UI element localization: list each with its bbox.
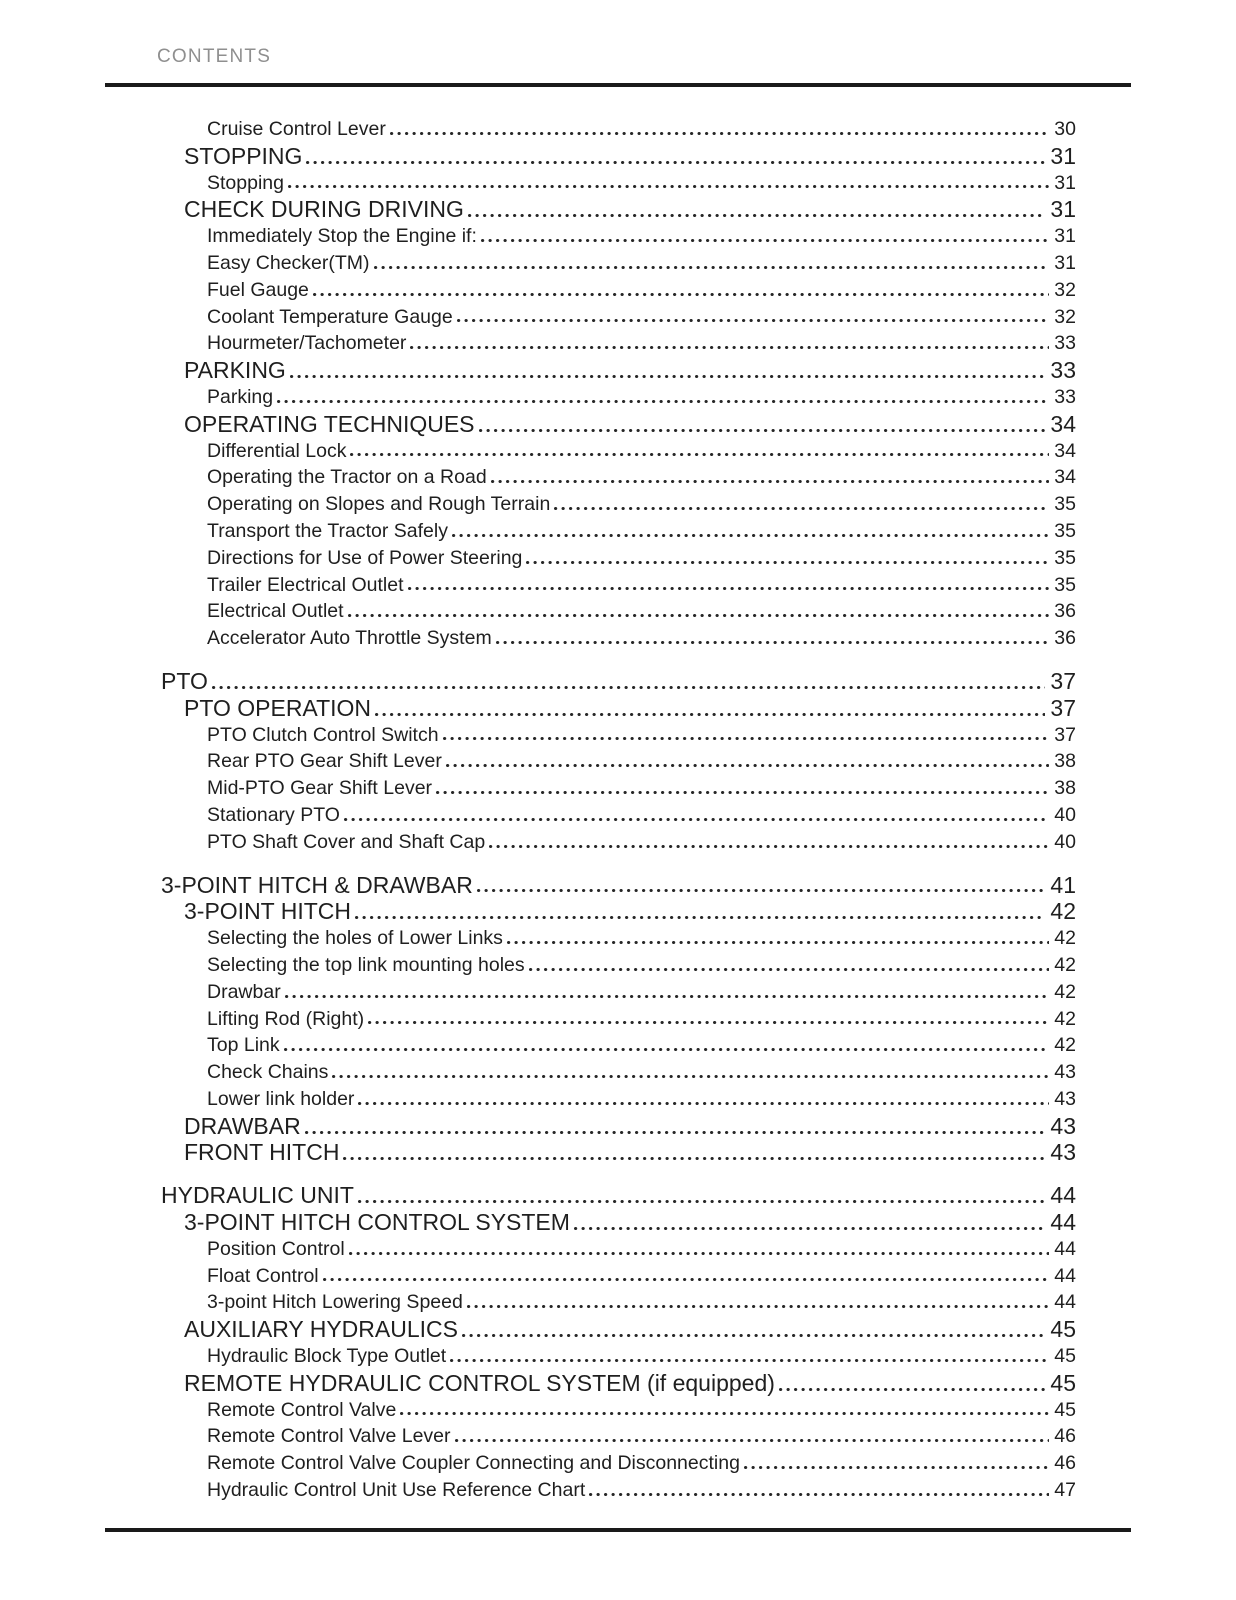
toc-entry-page: 34 — [1054, 466, 1076, 489]
toc-entry — [105, 438, 1076, 465]
header-rule — [105, 83, 1131, 87]
toc-entry-label: REMOTE HYDRAULIC CONTROL SYSTEM (if equipped) — [184, 1369, 775, 1396]
toc-entry-label: Lifting Rod (Right) — [207, 1007, 365, 1030]
toc-entry-label: Transport the Tractor Safely — [207, 519, 448, 542]
toc-entry-label: Drawbar — [207, 980, 281, 1003]
dot-leader — [313, 293, 1049, 296]
toc-entry-label: Parking — [207, 385, 274, 408]
toc-entry-page: 42 — [1054, 927, 1076, 950]
toc-entry — [105, 1477, 1076, 1504]
toc-entry — [105, 925, 1076, 952]
dot-leader — [779, 1388, 1046, 1391]
toc-entry — [105, 1289, 1076, 1316]
toc-entry-page: 34 — [1050, 410, 1076, 437]
dot-leader — [285, 995, 1050, 998]
toc-entry-page: 33 — [1054, 332, 1076, 355]
toc-entry-label: Operating on Slopes and Rough Terrain — [207, 493, 551, 516]
toc-entry-page: 44 — [1050, 1209, 1076, 1236]
dot-leader — [358, 1200, 1045, 1203]
toc-entry — [105, 1182, 1076, 1209]
dot-leader — [491, 480, 1050, 483]
toc-entry — [105, 1370, 1076, 1397]
dot-leader — [350, 453, 1049, 456]
toc-entry-label: Hydraulic Block Type Outlet — [207, 1345, 447, 1368]
toc-entry-page: 46 — [1054, 1452, 1076, 1475]
toc-entry-label: Selecting the top link mounting holes — [207, 953, 525, 976]
toc-entry — [105, 1316, 1076, 1343]
toc-entry-label: 3-POINT HITCH & DRAWBAR — [161, 871, 473, 898]
toc-entry-page: 31 — [1050, 142, 1076, 169]
toc-entry-label: PARKING — [184, 357, 286, 384]
toc-entry-page: 45 — [1050, 1369, 1076, 1396]
dot-leader — [554, 507, 1049, 510]
toc-entry-page: 33 — [1054, 385, 1076, 408]
toc-entry-page: 44 — [1054, 1237, 1076, 1260]
toc-entry-page: 35 — [1054, 573, 1076, 596]
dot-leader — [744, 1466, 1049, 1469]
dot-leader — [349, 1252, 1050, 1255]
toc-entry — [105, 518, 1076, 545]
dot-leader — [332, 1075, 1049, 1078]
toc-entry-label: PTO OPERATION — [184, 694, 372, 721]
toc-entry — [105, 1032, 1076, 1059]
dot-leader — [410, 346, 1049, 349]
toc-entry — [105, 143, 1076, 170]
toc-entry-label: FRONT HITCH — [184, 1139, 340, 1166]
toc-entry-page: 40 — [1054, 803, 1076, 826]
toc-entry — [105, 1450, 1076, 1477]
dot-leader — [343, 1157, 1045, 1160]
toc-entry-page: 43 — [1050, 1139, 1076, 1166]
toc-entry — [105, 464, 1076, 491]
toc-entry-page: 44 — [1050, 1182, 1076, 1209]
toc-entry-label: 3-POINT HITCH CONTROL SYSTEM — [184, 1209, 570, 1236]
toc-entry — [105, 979, 1076, 1006]
dot-leader — [462, 1334, 1045, 1337]
toc-entry-page: 42 — [1054, 980, 1076, 1003]
dot-leader — [323, 1278, 1050, 1281]
dot-leader — [443, 737, 1050, 740]
toc-entry — [105, 1397, 1076, 1424]
toc-entry-label: DRAWBAR — [184, 1112, 301, 1139]
dot-leader — [368, 1021, 1049, 1024]
toc-entry — [105, 695, 1076, 722]
dot-leader — [489, 845, 1049, 848]
toc-entry — [105, 170, 1076, 197]
dot-leader — [290, 375, 1046, 378]
toc-entry — [105, 545, 1076, 572]
dot-leader — [452, 534, 1049, 537]
dot-leader — [479, 429, 1046, 432]
toc-entry-label: Remote Control Valve — [207, 1398, 397, 1421]
toc-entry — [105, 304, 1076, 331]
toc-entry — [105, 491, 1076, 518]
toc-entry — [105, 748, 1076, 775]
toc-entry — [105, 116, 1076, 143]
toc-entry-page: 31 — [1054, 225, 1076, 248]
toc-entry-label: Remote Control Valve Coupler Connecting and Disconnecting — [207, 1452, 740, 1475]
toc-entry-label: CHECK DURING DRIVING — [184, 196, 464, 223]
toc-entry — [105, 384, 1076, 411]
toc-entry-page: 32 — [1054, 305, 1076, 328]
toc-entry-page: 35 — [1054, 546, 1076, 569]
toc-entry — [105, 829, 1076, 856]
toc-entry — [105, 722, 1076, 749]
toc-entry-page: 42 — [1054, 1007, 1076, 1030]
toc-entry-label: STOPPING — [184, 142, 303, 169]
toc-entry — [105, 802, 1076, 829]
toc-entry-page: 45 — [1050, 1316, 1076, 1343]
dot-leader — [450, 1359, 1049, 1362]
toc-entry-label: OPERATING TECHNIQUES — [184, 410, 475, 437]
dot-leader — [446, 764, 1049, 767]
toc-entry-label: Differential Lock — [207, 439, 347, 462]
toc-entry — [105, 1343, 1076, 1370]
toc-entry-label: Rear PTO Gear Shift Lever — [207, 750, 442, 773]
toc-entry-page: 32 — [1054, 278, 1076, 301]
toc-entry-label: Position Control — [207, 1237, 345, 1260]
toc-entry-page: 44 — [1054, 1264, 1076, 1287]
toc-entry-page: 44 — [1054, 1291, 1076, 1314]
toc-entry — [105, 1086, 1076, 1113]
toc-entry-label: 3-point Hitch Lowering Speed — [207, 1291, 463, 1314]
toc-entry-page: 35 — [1054, 519, 1076, 542]
dot-leader — [496, 641, 1050, 644]
toc-entry — [105, 775, 1076, 802]
toc-entry — [105, 411, 1076, 438]
toc-entry-page: 37 — [1054, 723, 1076, 746]
toc-entry-label: Fuel Gauge — [207, 278, 309, 301]
toc-entry-page: 31 — [1054, 251, 1076, 274]
toc-entry-page: 45 — [1054, 1345, 1076, 1368]
toc-entry — [105, 1113, 1076, 1140]
dot-leader — [455, 1439, 1050, 1442]
toc-entry-page: 43 — [1054, 1087, 1076, 1110]
toc-entry — [105, 1059, 1076, 1086]
toc-entry — [105, 898, 1076, 925]
page-header-title: CONTENTS — [157, 46, 272, 67]
toc-entry-page: 42 — [1050, 898, 1076, 925]
toc-entry-label: Accelerator Auto Throttle System — [207, 627, 492, 650]
toc-entry-page: 35 — [1054, 493, 1076, 516]
dot-leader — [288, 185, 1049, 188]
toc-entry-label: Mid-PTO Gear Shift Lever — [207, 777, 433, 800]
toc-entry-label: Coolant Temperature Gauge — [207, 305, 453, 328]
dot-leader — [436, 791, 1049, 794]
toc-entry-label: Directions for Use of Power Steering — [207, 546, 523, 569]
toc-entry-label: Easy Checker(TM) — [207, 251, 370, 274]
toc-entry — [105, 1209, 1076, 1236]
dot-leader — [457, 319, 1050, 322]
toc-entry-page: 38 — [1054, 777, 1076, 800]
toc-entry — [105, 598, 1076, 625]
toc-entry-page: 43 — [1054, 1061, 1076, 1084]
toc-entry-page: 42 — [1054, 953, 1076, 976]
toc-entry-page: 37 — [1050, 694, 1076, 721]
toc-entry — [105, 223, 1076, 250]
toc-entry-page: 34 — [1054, 439, 1076, 462]
dot-leader — [358, 1102, 1049, 1105]
toc-entry — [105, 1423, 1076, 1450]
toc-entry — [105, 330, 1076, 357]
toc-entry-label: Immediately Stop the Engine if: — [207, 225, 477, 248]
toc-entry — [105, 1006, 1076, 1033]
toc-entry-label: Hourmeter/Tachometer — [207, 332, 407, 355]
dot-leader — [481, 239, 1049, 242]
toc-entry — [105, 277, 1076, 304]
dot-leader — [574, 1227, 1045, 1230]
dot-leader — [284, 1048, 1050, 1051]
dot-leader — [375, 713, 1045, 716]
dot-leader — [408, 587, 1050, 590]
toc-entry — [105, 1236, 1076, 1263]
toc-entry-label: Operating the Tractor on a Road — [207, 466, 487, 489]
toc-entry-label: AUXILIARY HYDRAULICS — [184, 1316, 458, 1343]
dot-leader — [390, 132, 1049, 135]
toc-entry-page: 42 — [1054, 1034, 1076, 1057]
toc-entry-label: Remote Control Valve Lever — [207, 1425, 451, 1448]
toc-entry — [105, 952, 1076, 979]
toc-entry-page: 45 — [1054, 1398, 1076, 1421]
dot-leader — [400, 1412, 1049, 1415]
toc-entry-label: Electrical Outlet — [207, 600, 344, 623]
toc-entry-label: Top Link — [207, 1034, 280, 1057]
dot-leader — [467, 1305, 1049, 1308]
toc-entry — [105, 196, 1076, 223]
toc-entry-label: Hydraulic Control Unit Use Reference Chart — [207, 1479, 586, 1502]
footer-rule — [105, 1528, 1131, 1532]
toc-entry-page: 31 — [1050, 196, 1076, 223]
table-of-contents — [105, 116, 1076, 1504]
toc-entry-label: PTO Shaft Cover and Shaft Cap — [207, 830, 486, 853]
toc-entry-label: HYDRAULIC UNIT — [161, 1182, 354, 1209]
toc-entry-label: PTO Clutch Control Switch — [207, 723, 439, 746]
dot-leader — [305, 1131, 1046, 1134]
toc-entry-page: 46 — [1054, 1425, 1076, 1448]
dot-leader — [529, 968, 1050, 971]
toc-entry-page: 38 — [1054, 750, 1076, 773]
toc-entry-label: Stopping — [207, 171, 284, 194]
dot-leader — [468, 214, 1046, 217]
toc-entry-page: 33 — [1050, 357, 1076, 384]
toc-entry — [105, 572, 1076, 599]
toc-entry — [105, 250, 1076, 277]
toc-entry-label: Cruise Control Lever — [207, 118, 386, 140]
dot-leader — [355, 916, 1045, 919]
toc-entry-label: Lower link holder — [207, 1087, 355, 1110]
toc-entry — [105, 872, 1076, 899]
toc-entry-label: Check Chains — [207, 1061, 329, 1084]
dot-leader — [277, 400, 1049, 403]
dot-leader — [526, 561, 1049, 564]
dot-leader — [589, 1493, 1049, 1496]
toc-entry-page: 37 — [1050, 667, 1076, 694]
toc-entry-label: 3-POINT HITCH — [184, 898, 351, 925]
toc-entry-page: 47 — [1054, 1479, 1076, 1502]
toc-entry — [105, 625, 1076, 652]
toc-entry — [105, 1139, 1076, 1166]
toc-entry-label: PTO — [161, 667, 208, 694]
toc-entry-page: 36 — [1054, 627, 1076, 650]
toc-entry — [105, 357, 1076, 384]
dot-leader — [507, 941, 1049, 944]
dot-leader — [374, 266, 1050, 269]
toc-entry — [105, 668, 1076, 695]
toc-entry-label: Stationary PTO — [207, 803, 340, 826]
toc-entry-page: 41 — [1050, 871, 1076, 898]
toc-entry — [105, 1263, 1076, 1290]
toc-entry-page: 43 — [1050, 1112, 1076, 1139]
toc-entry-label: Float Control — [207, 1264, 319, 1287]
dot-leader — [348, 614, 1050, 617]
dot-leader — [477, 889, 1046, 892]
toc-entry-page: 31 — [1054, 171, 1076, 194]
dot-leader — [344, 818, 1049, 821]
toc-entry-label: Trailer Electrical Outlet — [207, 573, 404, 596]
toc-entry-page: 30 — [1054, 118, 1076, 140]
toc-entry-page: 40 — [1054, 830, 1076, 853]
toc-entry-page: 36 — [1054, 600, 1076, 623]
dot-leader — [212, 686, 1046, 689]
toc-entry-label: Selecting the holes of Lower Links — [207, 927, 503, 950]
dot-leader — [306, 161, 1045, 164]
